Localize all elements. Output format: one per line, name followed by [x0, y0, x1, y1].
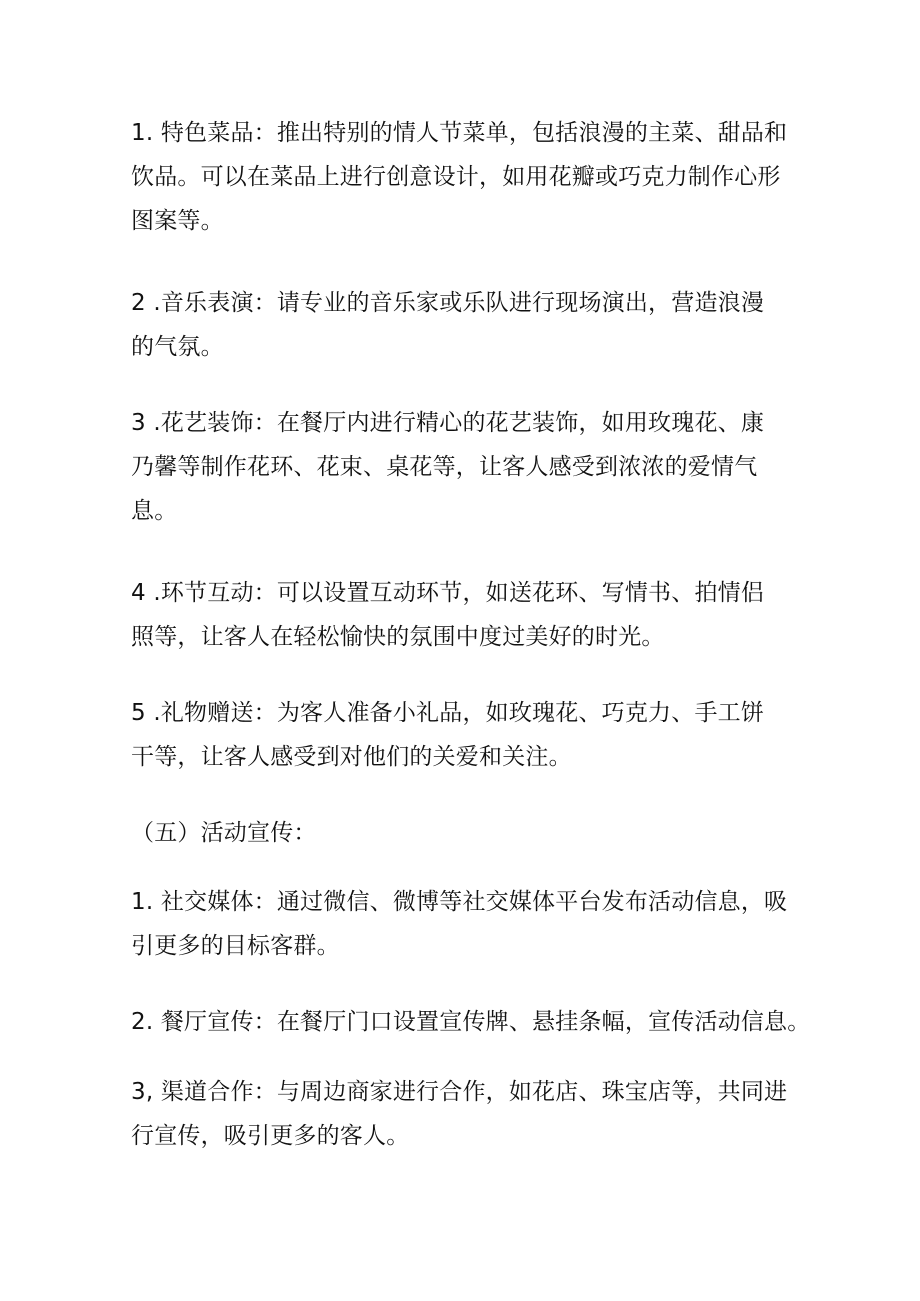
paragraph-music-performance — [131, 281, 831, 369]
paragraph-social-media — [131, 880, 831, 968]
text-line: 2. 餐厅宣传：在餐厅门口设置宣传牌、悬挂条幅，宣传活动信息。 — [131, 1009, 811, 1035]
text-line: 2 .音乐表演：请专业的音乐家或乐队进行现场演出，营造浪漫 — [131, 290, 765, 316]
text-line: 1. 社交媒体：通过微信、微博等社交媒体平台发布活动信息，吸 — [131, 889, 788, 915]
paragraph-restaurant-promotion — [131, 1000, 831, 1044]
paragraph-interaction — [131, 571, 831, 659]
text-line: （五）活动宣传： — [131, 820, 317, 846]
text-line: 3, 渠道合作：与周边商家进行合作，如花店、珠宝店等，共同进 — [131, 1079, 788, 1105]
text-line: 息。 — [131, 498, 178, 524]
text-line: 照等，让客人在轻松愉快的氛围中度过美好的时光。 — [131, 624, 665, 650]
paragraph-floral-decoration — [131, 401, 831, 533]
text-line: 5 .礼物赠送：为客人准备小礼品，如玫瑰花、巧克力、手工饼 — [131, 700, 765, 726]
paragraph-gifts — [131, 691, 831, 779]
paragraph-channel-cooperation — [131, 1070, 831, 1158]
text-line: 的气氛。 — [131, 334, 224, 360]
text-line: 图案等。 — [131, 208, 224, 234]
text-line: 乃馨等制作花环、花束、桌花等，让客人感受到浓浓的爱情气 — [131, 454, 758, 480]
text-line: 干等，让客人感受到对他们的关爱和关注。 — [131, 744, 572, 770]
section-heading-promotion — [131, 811, 831, 855]
text-line: 饮品。可以在菜品上进行创意设计，如用花瓣或巧克力制作心形 — [131, 164, 781, 190]
text-line: 引更多的目标客群。 — [131, 933, 340, 959]
paragraph-special-dishes — [131, 111, 831, 243]
text-line: 行宣传，吸引更多的客人。 — [131, 1123, 410, 1149]
text-line: 1. 特色菜品：推出特别的情人节菜单，包括浪漫的主菜、甜品和 — [131, 120, 788, 146]
text-line: 3 .花艺装饰：在餐厅内进行精心的花艺装饰，如用玫瑰花、康 — [131, 410, 765, 436]
text-line: 4 .环节互动：可以设置互动环节，如送花环、写情书、拍情侣 — [131, 580, 765, 606]
